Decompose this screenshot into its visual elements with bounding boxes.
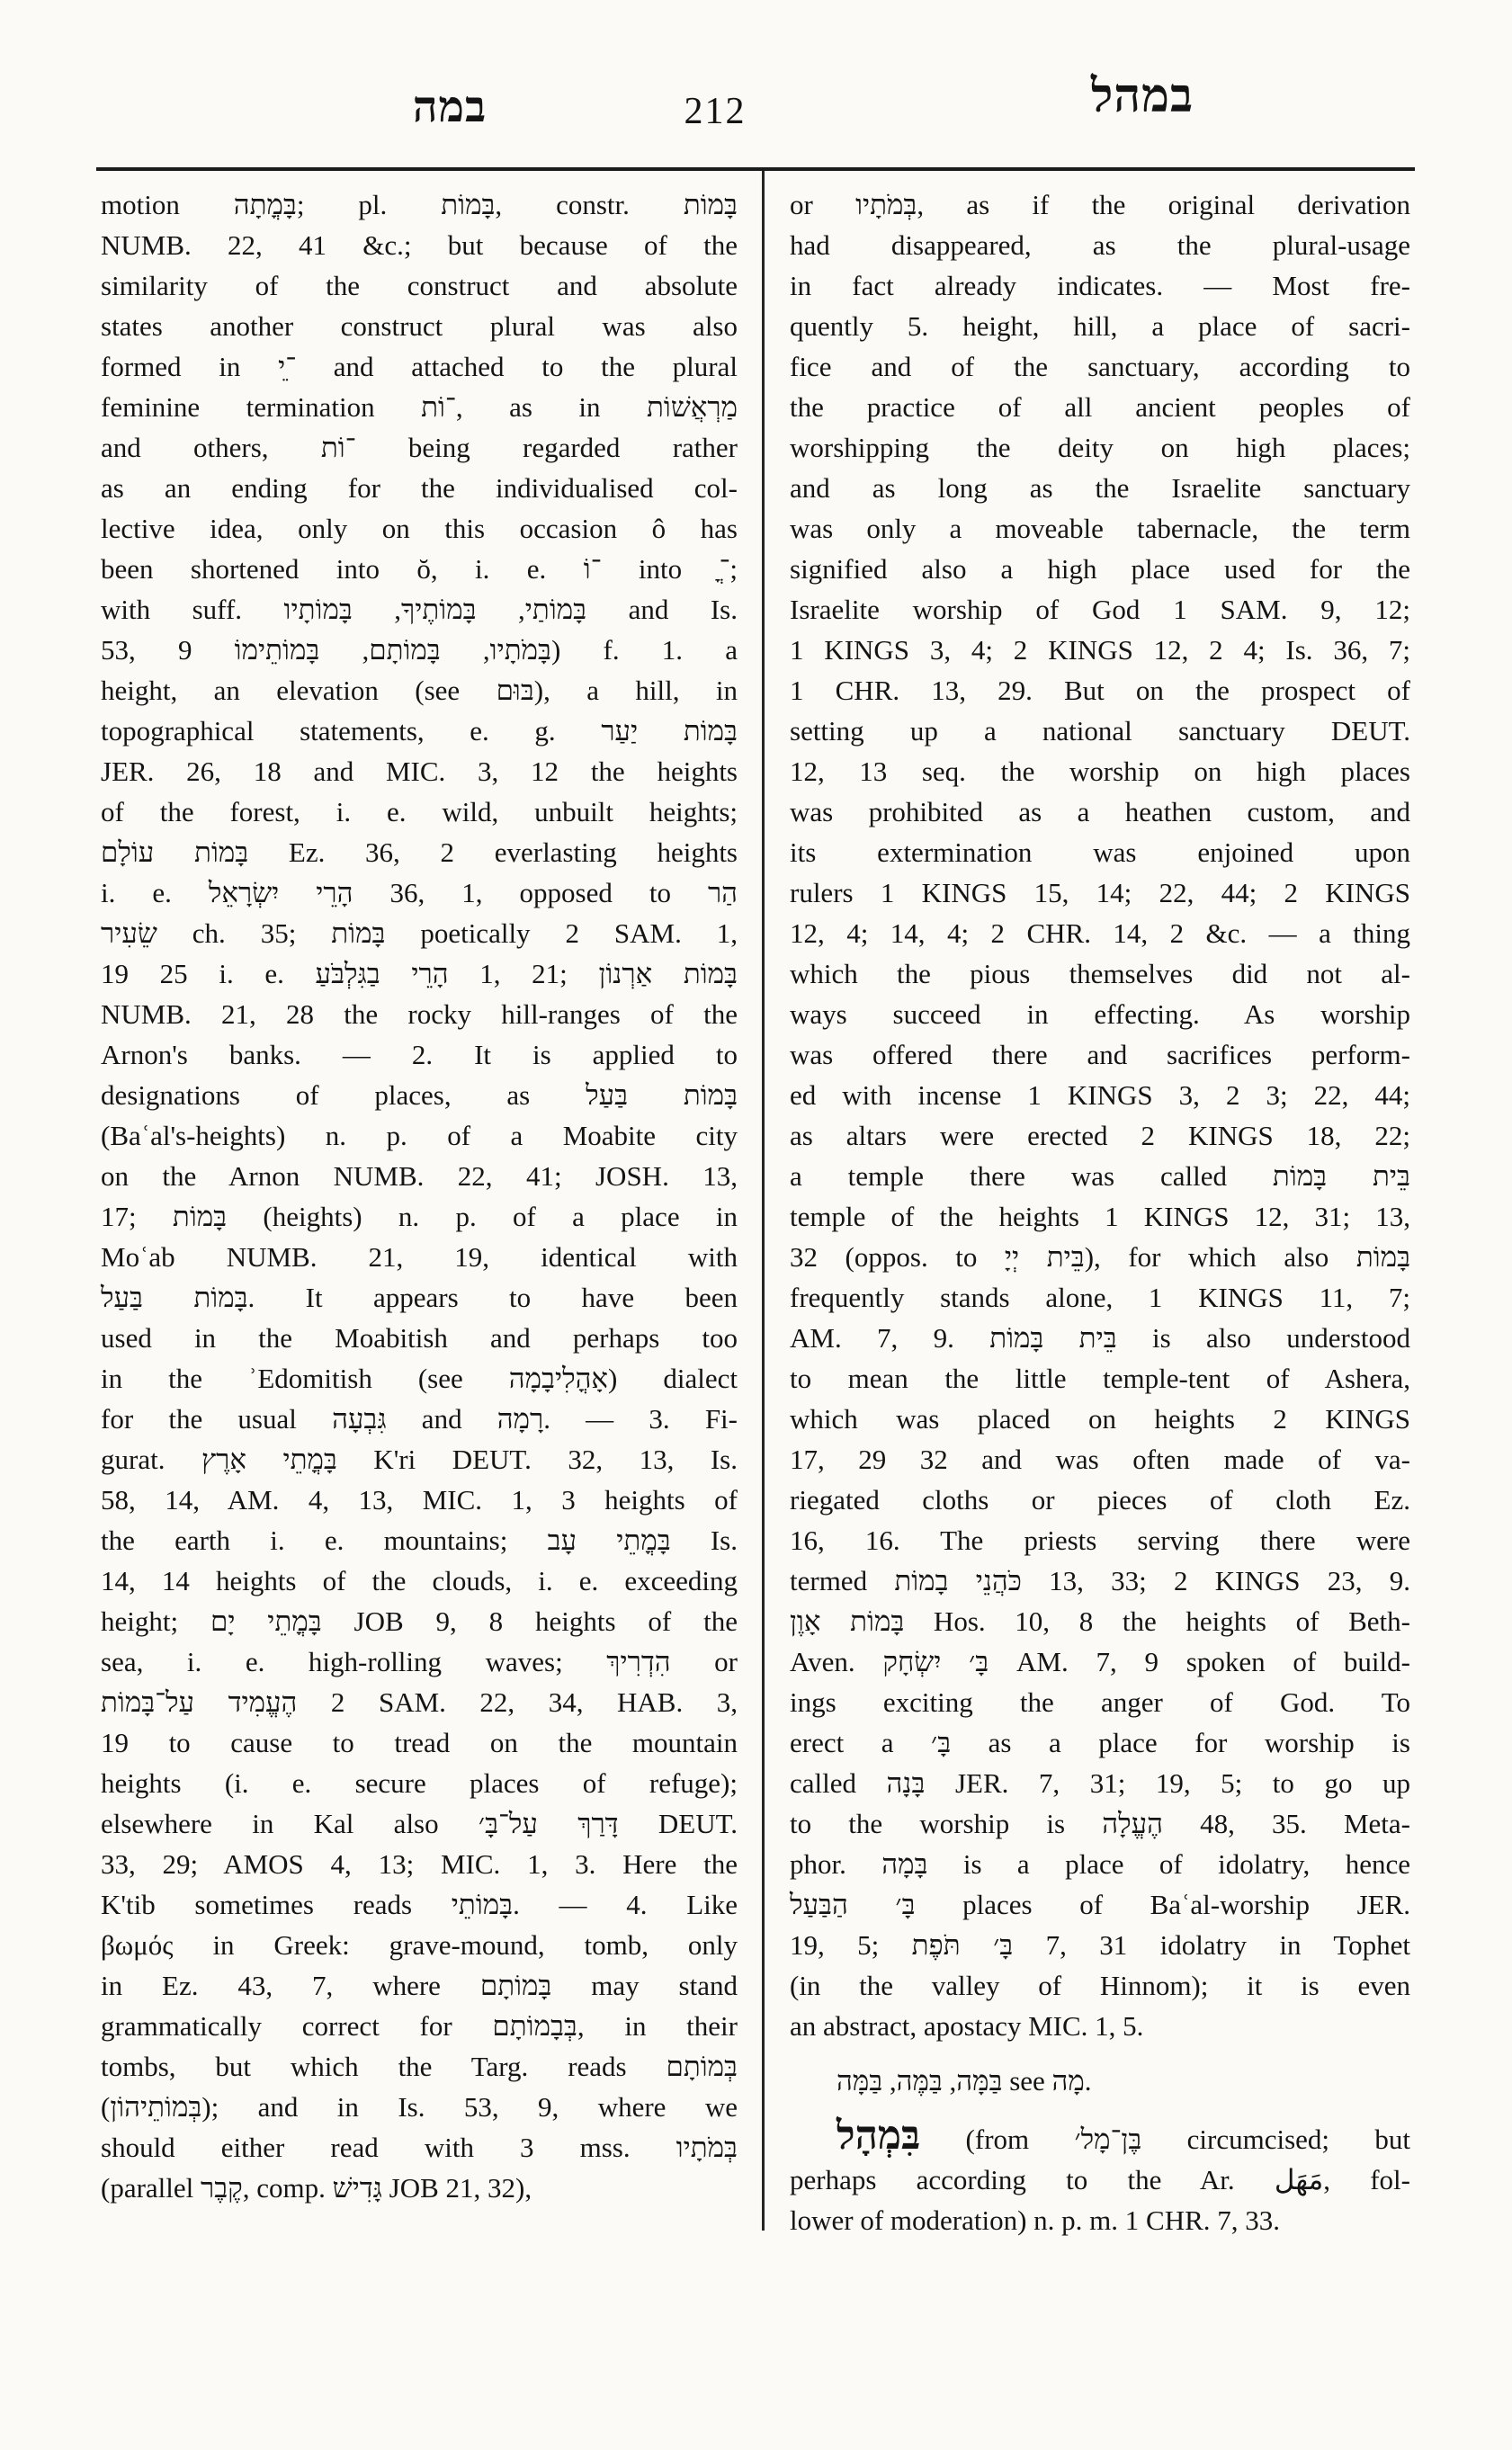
text-line: 32 (oppos. to בֵּית יְיָ‎), for which also בָּמוֹת: [790, 1241, 1411, 1273]
text-line: 33, 29; AMOS 4, 13; MIC. 1, 3. Here the: [101, 1848, 738, 1880]
text-line: states another construct plural was also: [101, 310, 738, 342]
text-line: lective idea, only on this occasion ô has: [101, 513, 738, 544]
text-line: 17, 29 32 and was often made of va-: [790, 1444, 1410, 1475]
text-line: height, an elevation (see בּוּם‎), a hill, in: [101, 675, 738, 706]
text-line: Moʿab NUMB. 21, 19, identical with: [101, 1241, 738, 1273]
text-line: (בְּמוֹתֵיהוֹן‎); and in Is. 53, 9, where we: [101, 2091, 738, 2123]
text-line: grammatically correct for בְּבָמוֹתָם‎, in their: [101, 2010, 738, 2042]
text-line: in Ez. 43, 7, where בָּמוֹתָם‎ may stand: [101, 1970, 738, 2001]
text-line: to mean the little temple-tent of Ashera,: [790, 1363, 1410, 1394]
text-line: formed in ־ֵי and attached to the plural: [101, 351, 738, 382]
text-line: similarity of the construct and absolute: [101, 270, 738, 301]
text-line: feminine termination ־וֹת, as in מַרְאֲשׁוֹת: [101, 391, 738, 423]
text-line: as altars were erected 2 KINGS 18, 22;: [790, 1120, 1410, 1151]
text-line: or בְּמֹתָיו‎, as if the original derivation: [790, 189, 1411, 220]
text-line: i. e. הָרֵי יִשְׂרָאֵל‎ 36, 1, opposed to הַר: [101, 877, 738, 908]
text-line: 16, 16. The priests serving there were: [790, 1525, 1410, 1556]
text-line: בָּ׳ הַבַּעַל‎ places of Baʿal-worship JER.: [790, 1889, 1411, 1920]
entry-bamah-continuation-2: [790, 184, 1410, 2046]
text-line: Aven. בָּ׳ יִשְׂחָק‎ AM. 7, 9 spoken of build-: [790, 1646, 1410, 1677]
text-line: designations of places, as בָּמוֹת בַּעַל: [101, 1079, 738, 1111]
text-line: termed כֹּהֲנֵי בָמוֹת‎ 13, 33; 2 KINGS 23, 9.: [790, 1565, 1410, 1596]
text-line: JER. 26, 18 and MIC. 3, 12 the heights: [101, 756, 738, 787]
text-line: 53, 9 בָּמֹתָיו, בָּמוֹתָם, בָּמוֹתֵימוֹ‎) f. 1. a: [101, 634, 738, 666]
text-line: was offered there and sacrifices perform-: [790, 1039, 1410, 1070]
text-line: (Baʿal's-heights) n. p. of a Moabite city: [101, 1120, 738, 1151]
text-line: 1 KINGS 3, 4; 2 KINGS 12, 2 4; Is. 36, 7;: [790, 634, 1410, 666]
text-line: topographical statements, e. g. בָּמוֹת יַעַר: [101, 715, 738, 747]
text-line: K'tib sometimes reads בָּמוֹתֵי‎. — 4. Like: [101, 1889, 738, 1920]
text-line: (in the valley of Hinnom); it is even: [790, 1970, 1410, 2001]
entry-bamah-continuation: [101, 184, 738, 2208]
text-line: ings exciting the anger of God. To: [790, 1686, 1410, 1718]
text-line: rulers 1 KINGS 15, 14; 22, 44; 2 KINGS: [790, 877, 1410, 908]
entry-headword: בִּמְהָל: [837, 2114, 921, 2158]
text-line: tombs, but which the Targ. reads בְּמוֹתָם: [101, 2051, 738, 2082]
text-line: and as long as the Israelite sanctuary: [790, 472, 1410, 504]
text-line: with suff. בָּמוֹתַי, בָּמוֹתֶיךָ, בָּמוֹתָיו‎ and Is.: [101, 594, 738, 625]
text-line: for the usual גִּבְעָה‎ and רָמָה‎. — 3. Fi-: [101, 1403, 738, 1435]
text-line: the practice of all ancient peoples of: [790, 391, 1410, 423]
text-line: an abstract, apostacy MIC. 1, 5.: [790, 2010, 1144, 2042]
text-line: 17; בָּמוֹת‎ (heights) n. p. of a place in: [101, 1201, 738, 1232]
text-line: NUMB. 22, 41 &c.; but because of the: [101, 229, 738, 261]
text-line: worshipping the deity on high places;: [790, 432, 1410, 463]
left-column: [101, 184, 738, 2208]
text-line: sea, i. e. high-rolling waves; הִדְרִיךְ‎ or: [101, 1646, 738, 1677]
text-line: Israelite worship of God 1 SAM. 9, 12;: [790, 594, 1410, 625]
text-line: (parallel קֶבֶר‎, comp. גָּדִישׁ‎ JOB 21, 32),: [101, 2172, 532, 2204]
text-line: elsewhere in Kal also דָּרַךְ עַל־בָּ׳‎ DEUT.: [101, 1808, 738, 1839]
text-line: on the Arnon NUMB. 22, 41; JOSH. 13,: [101, 1160, 738, 1192]
entry-headword-line-rest: (from בֶּן־מָל׳‎ circumcised; but: [920, 2124, 1410, 2155]
text-line: 19 25 i. e. הָרֵי בַגִּלְבֹּעַ‎ 1, 21; בָּמוֹת אַרְנוֹן: [101, 958, 738, 989]
entry-bimhal: [790, 2115, 1410, 2240]
text-line: as an ending for the individualised col-: [101, 472, 738, 504]
text-line: בָּמוֹת אָוֶן‎ Hos. 10, 8 the heights of Beth-: [790, 1605, 1410, 1637]
text-line: βωμός in Greek: grave-mound, tomb, only: [101, 1929, 738, 1961]
entry-bimhal-body: [790, 2159, 1410, 2240]
header-rule: [96, 167, 1415, 171]
text-line: motion בָּמֳתָה; pl. בָּמוֹת, constr. בָּמוֹת: [101, 189, 738, 220]
text-line: fice and of the sanctuary, according to: [790, 351, 1410, 382]
text-line: lower of moderation) n. p. m. 1 CHR. 7, 33.: [790, 2204, 1281, 2236]
text-line: 12, 13 seq. the worship on high places: [790, 756, 1410, 787]
text-line: הֶעֱמִיד עַל־בָּמוֹת‎ 2 SAM. 22, 34, HAB. 3,: [101, 1686, 738, 1718]
text-line: which the pious themselves did not al-: [790, 958, 1410, 989]
text-line: its extermination was enjoined upon: [790, 836, 1410, 868]
text-line: had disappeared, as the plural-usage: [790, 229, 1410, 261]
text-line: in the ʾEdomitish (see אָהֳלִיבָמָה‎) dialect: [101, 1363, 738, 1394]
text-line: ways succeed in effecting. As worship: [790, 998, 1410, 1030]
text-line: quently 5. height, hill, a place of sacri-: [790, 310, 1410, 342]
text-line: to the worship is הֶעֱלָה‎ 48, 35. Meta-: [790, 1808, 1410, 1839]
text-line: בַּמָּה, בַּמֶּה, בַּמָּה see מָה.: [837, 2065, 1092, 2097]
text-line: ed with incense 1 KINGS 3, 2 3; 22, 44;: [790, 1079, 1410, 1111]
text-line: heights (i. e. secure places of refuge);: [101, 1767, 738, 1799]
text-line: 14, 14 heights of the clouds, i. e. exceeding: [101, 1565, 738, 1596]
text-line: 58, 14, AM. 4, 13, MIC. 1, 3 heights of: [101, 1484, 738, 1516]
text-line: NUMB. 21, 28 the rocky hill-ranges of the: [101, 998, 738, 1030]
text-line: 19 to cause to tread on the mountain: [101, 1727, 738, 1758]
cross-reference-bammah: [790, 2061, 1410, 2101]
text-line: riegated cloths or pieces of cloth Ez.: [790, 1484, 1410, 1516]
running-header-left: במה: [412, 84, 488, 131]
text-line: frequently stands alone, 1 KINGS 11, 7;: [790, 1282, 1410, 1313]
text-line: a temple there was called בֵּית בָּמוֹת: [790, 1160, 1410, 1192]
running-header-right: במהל: [1090, 71, 1194, 122]
text-line: בָּמוֹת בַּעַל‎. It appears to have been: [101, 1282, 738, 1313]
text-line: in fact already indicates. — Most fre-: [790, 270, 1410, 301]
column-divider: [762, 171, 765, 2231]
text-line: height; בָּמֳתֵי יָם‎ JOB 9, 8 heights of the: [101, 1605, 738, 1637]
text-line: setting up a national sanctuary DEUT.: [790, 715, 1410, 747]
text-line: was prohibited as a heathen custom, and: [790, 796, 1410, 827]
text-line: phor. בָּמָה‎ is a place of idolatry, hence: [790, 1848, 1410, 1880]
text-line: and others, ־וֹת being regarded rather: [101, 432, 738, 463]
text-line: 12, 4; 14, 4; 2 CHR. 14, 2 &c. — a thing: [790, 917, 1410, 949]
text-line: which was placed on heights 2 KINGS: [790, 1403, 1410, 1435]
text-line: 1 CHR. 13, 29. But on the prospect of: [790, 675, 1410, 706]
text-line: the earth i. e. mountains; בָּמֳתֵי עָב‎ Is.: [101, 1525, 738, 1556]
text-line: been shortened into ŏ, i. e. ־וֹ into ־ֳ;: [101, 553, 738, 585]
text-line: erect a בָּ׳‎ as a place for worship is: [790, 1727, 1410, 1758]
text-line: Arnon's banks. — 2. It is applied to: [101, 1039, 738, 1070]
text-line: perhaps according to the Ar. مَهَل‎, fol-: [790, 2164, 1410, 2195]
text-line: gurat. בָּמֳתֵי אָרֶץ‎ K'ri DEUT. 32, 13, Is.: [101, 1444, 738, 1475]
text-line: called בָּנָה‎ JER. 7, 31; 19, 5; to go up: [790, 1767, 1410, 1799]
text-line: of the forest, i. e. wild, unbuilt heights;: [101, 796, 738, 827]
page-number: 212: [684, 91, 747, 132]
right-column: [790, 184, 1410, 2240]
text-line: בָּמוֹת עוֹלָם‎ Ez. 36, 2 everlasting heights: [101, 836, 738, 868]
text-line: 19, 5; בָּ׳ תֹּפֶת‎ 7, 31 idolatry in Tophet: [790, 1929, 1410, 1961]
text-line: signified also a high place used for the: [790, 553, 1410, 585]
text-line: was only a moveable tabernacle, the term: [790, 513, 1410, 544]
text-line: שֵׂעִיר‎ ch. 35; בָּמוֹת‎ poetically 2 SAM. 1,: [101, 917, 738, 949]
text-line: temple of the heights 1 KINGS 12, 31; 13,: [790, 1201, 1410, 1232]
text-line: [790, 2115, 1410, 2159]
text-line: used in the Moabitish and perhaps too: [101, 1322, 738, 1354]
text-line: should either read with 3 mss. בְּמֹתָיו: [101, 2132, 738, 2163]
text-line: AM. 7, 9. בֵּית בָּמוֹת‎ is also understood: [790, 1322, 1411, 1354]
